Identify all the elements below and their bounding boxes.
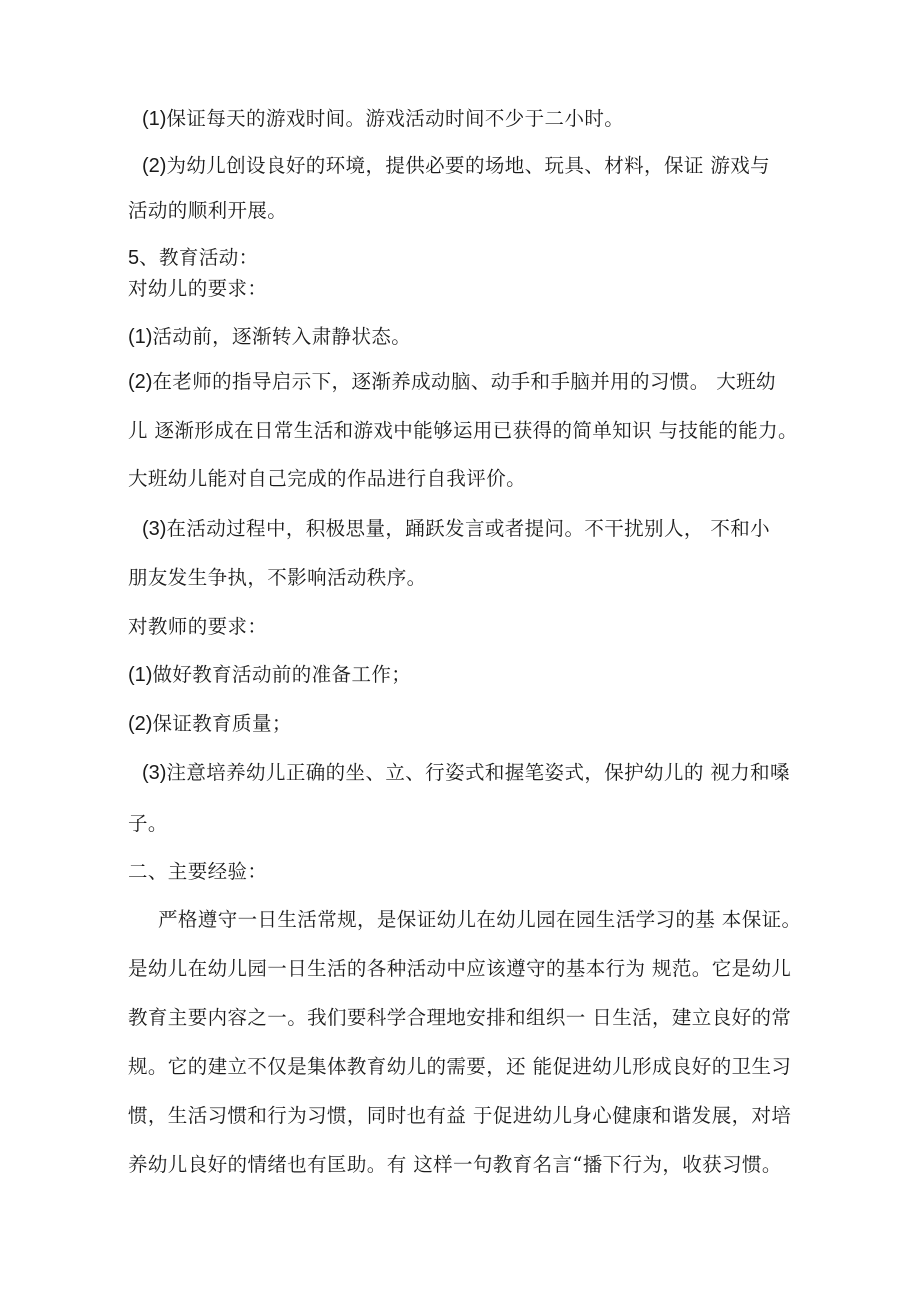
item-number: (3) <box>142 518 167 540</box>
paragraph-line <box>128 1152 782 1178</box>
line-text: 保证每天的游戏时间。游戏活动时间不少于二小时。 <box>166 107 625 130</box>
item-number: (2) <box>142 155 167 177</box>
text-line <box>128 324 411 350</box>
line-text: 活动的顺利开展。 <box>128 199 288 222</box>
line-text: 对教师的要求： <box>128 615 268 638</box>
line-text: 朋友发生争执，不影响活动秩序。 <box>128 566 427 589</box>
line-text: 活动前，逐渐转入肃静状态。 <box>152 325 412 348</box>
text-line <box>142 106 624 132</box>
line-text: 在老师的指导启示下，逐渐养成动脑、动手和手脑并用的习惯。 大班幼 <box>152 370 776 393</box>
paragraph-line <box>158 907 801 933</box>
subheading <box>128 276 267 302</box>
text-line <box>128 565 427 591</box>
section-heading <box>128 245 259 271</box>
line-text: 子。 <box>128 812 168 835</box>
item-number: (1) <box>128 664 153 686</box>
line-text: 保证教育质量； <box>152 712 292 735</box>
text-line <box>128 466 526 492</box>
paragraph-line <box>128 1103 791 1129</box>
line-text: 、教育活动： <box>139 246 259 269</box>
line-text: 大班幼儿能对自己完成的作品进行自我评价。 <box>128 467 527 490</box>
text-line <box>128 198 287 224</box>
item-number: (2) <box>128 713 153 735</box>
line-text: 做好教育活动前的准备工作； <box>152 663 412 686</box>
item-number: 5 <box>128 247 140 269</box>
line-text: 二、主要经验： <box>128 860 268 883</box>
item-number: (1) <box>142 108 167 130</box>
line-text: 在活动过程中，积极思量，踊跃发言或者提问。不干扰别人， 不和小 <box>166 517 771 540</box>
item-number: (2) <box>128 371 153 393</box>
paragraph-line <box>128 1054 791 1080</box>
line-text: 儿 逐渐形成在日常生活和游戏中能够运用已获得的简单知识 与技能的能力。 <box>128 419 798 442</box>
line-text: 注意培养幼儿正确的坐、立、行姿式和握笔姿式，保护幼儿的 视力和嗓 <box>166 761 790 784</box>
line-text: 养幼儿良好的情绪也有匡助。有 这样一句教育名言“播下行为，收获习惯。 <box>128 1153 782 1176</box>
text-line <box>142 516 770 542</box>
line-text: 为幼儿创设良好的环境，提供必要的场地、玩具、材料，保证 游戏与 <box>166 154 771 177</box>
line-text: 严格遵守一日生活常规，是保证幼儿在幼儿园在园生活学习的基 本保证。 <box>158 908 802 931</box>
line-text: 惯，生活习惯和行为习惯，同时也有益 于促进幼儿身心健康和谐发展，对培 <box>128 1104 792 1127</box>
section-heading <box>128 859 267 885</box>
text-line <box>142 153 770 179</box>
text-line <box>128 369 776 395</box>
text-line <box>128 662 411 688</box>
paragraph-line <box>128 956 791 982</box>
text-line <box>128 418 798 444</box>
line-text: 规。它的建立不仅是集体教育幼儿的需要，还 能促进幼儿形成良好的卫生习 <box>128 1055 792 1078</box>
item-number: (3) <box>142 762 167 784</box>
text-line <box>142 760 790 786</box>
text-line <box>128 811 168 837</box>
line-text: 对幼儿的要求： <box>128 277 268 300</box>
subheading <box>128 614 267 640</box>
line-text: 教育主要内容之一。我们要科学合理地安排和组织一 日生活，建立良好的常 <box>128 1006 792 1029</box>
line-text: 是幼儿在幼儿园一日生活的各种活动中应该遵守的基本行为 规范。它是幼儿 <box>128 957 792 980</box>
paragraph-line <box>128 1005 791 1031</box>
item-number: (1) <box>128 326 153 348</box>
text-line <box>128 711 292 737</box>
